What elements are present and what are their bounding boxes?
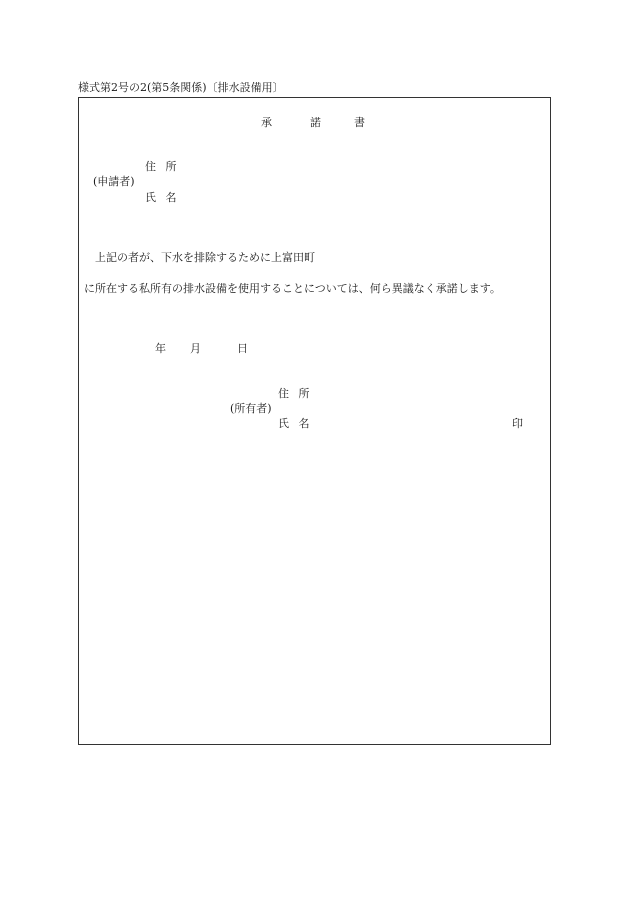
applicant-role-label: (申請者) <box>93 175 135 188</box>
seal-label: 印 <box>512 417 523 430</box>
form-label: 様式第2号の2(第5条関係)〔排水設備用〕 <box>78 81 284 94</box>
owner-role-label: (所有者) <box>230 402 272 415</box>
owner-name-label: 氏 名 <box>278 417 310 430</box>
applicant-address-label: 住 所 <box>145 160 177 173</box>
title-char-2: 諾 <box>310 116 321 129</box>
owner-address-label: 住 所 <box>278 387 310 400</box>
title-char-3: 書 <box>354 116 365 129</box>
title-char-1: 承 <box>261 116 272 129</box>
body-line-1: 上記の者が、下水を排除するために上富田町 <box>95 251 315 264</box>
date-year: 年 <box>155 342 166 355</box>
body-line-2: に所在する私所有の排水設備を使用することについては、何ら異議なく承諾します。 <box>84 282 501 295</box>
date-month: 月 <box>190 342 201 355</box>
date-day: 日 <box>237 342 248 355</box>
applicant-name-label: 氏 名 <box>145 191 177 204</box>
